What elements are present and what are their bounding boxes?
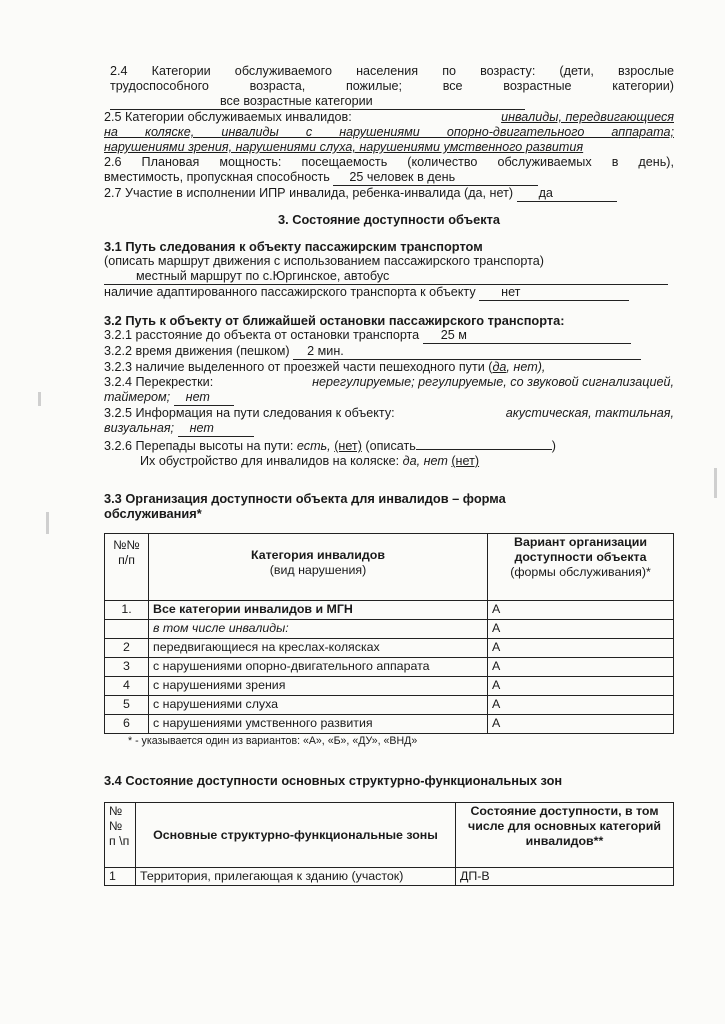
scan-mark [46,512,49,534]
s32-i2-value: 2 мин. [307,344,344,358]
s32-i4-opts: нерегулируемые; регулируемые, со звуковой сигнализацией, [312,375,674,389]
scan-mark [714,468,717,498]
s32-i7-opts: да, нет [402,454,448,468]
s33-title-line2: обслуживания* [104,506,202,521]
s32-i6-selected: (нет) [334,439,362,453]
s25-value-1: инвалиды, передвигающиеся [501,110,674,124]
scan-mark [38,392,41,406]
table-row: в том числе инвалиды: А [105,620,674,639]
s34-table [104,802,674,886]
section-3-2 [104,313,674,469]
s32-i6-label: 3.2.6 Перепады высоты на пути: [104,439,294,453]
s32-i6-close: ) [551,439,556,453]
section-3-title: 3. Состояние доступности объекта [277,212,500,227]
s32-i1-label: 3.2.1 расстояние до объекта от остановки транспорта [104,328,420,342]
s32-i5-label: 3.2.5 Информация на пути следования к объекту: [104,406,395,420]
s32-i3-label: 3.2.3 наличие выделенного от проезжей части пешеходного пути ( [104,360,493,374]
table-row: 6 с нарушениями умственного развития А [105,715,674,734]
s32-i3-rest: , нет), [506,360,546,374]
section-2-4 [104,64,674,110]
s27-label: 2.7 Участие в исполнении ИПР инвалида, ребенка-инвалида (да, нет) [104,186,514,200]
s33-footnote: * - указывается один из вариантов: «А», «Б», «ДУ», «ВНД» [128,735,418,747]
s27-value: да [538,186,553,200]
s33-table [104,533,674,734]
s32-title: 3.2 Путь к объекту от ближайшей остановки пассажирского транспорта: [104,313,565,328]
s31-adapted-label: наличие адаптированного пассажирского транспорта к объекту [104,285,476,299]
document-page [104,64,674,886]
s32-i5-opts: акустическая, тактильная, [505,406,674,420]
s32-i6-rest: (описать [365,439,416,453]
s24-value-line [110,94,525,110]
s25-value-2: на коляске, инвалиды с нарушениями опорно-двигательного аппарата; [104,125,674,139]
s34-head-state: Состояние доступности, в том числе для основных категорий инвалидов** [456,803,674,868]
table-row: 4 с нарушениями зрения А [105,677,674,696]
s26-line1: 2.6 Плановая мощность: посещаемость (количество обслуживаемых в день), [104,155,674,169]
s25-value-3: нарушениями зрения, нарушениями слуха, нарушениями умственного развития [104,140,584,154]
s33-head-var: Вариант организации доступности объекта (формы обслуживания)* [488,534,674,601]
s34-table-header [105,803,674,868]
s33-head-cat: Категория инвалидов (вид нарушения) [149,534,488,601]
s26-value-line [333,170,538,186]
s32-i7-label: Их обустройство для инвалидов на коляске: [140,454,400,468]
table-row: 1. Все категории инвалидов и МГН А [105,601,674,620]
s34-head-num: № № п \п [105,803,136,868]
s31-hint: (описать маршрут движения с использованием пассажирского транспорта) [104,254,544,268]
s32-i6-opt1: есть, [296,439,331,453]
section-2-5 [104,110,674,155]
s33-table-header [105,534,674,601]
section-2-6 [104,155,674,186]
s33-head-num: №№ п/п [105,534,149,601]
section-2-7 [104,186,674,202]
s24-value: все возрастные категории [220,94,373,108]
table-row: 3 с нарушениями опорно-двигательного аппарата А [105,658,674,677]
s32-i2-label: 3.2.2 время движения (пешком) [104,344,290,358]
s32-i4-label: 3.2.4 Перекрестки: [104,375,214,389]
s34-head-zone: Основные структурно-функциональные зоны [136,803,456,868]
s32-i4-value: нет [185,390,210,404]
s26-line2: вместимость, пропускная способность [104,170,330,184]
s34-title: 3.4 Состояние доступности основных структурно-функциональных зон [104,773,563,788]
s32-i6-blank [416,437,552,450]
section-3-1 [104,239,674,301]
s32-i5-value: нет [189,421,214,435]
section-3-3 [104,491,674,749]
table-row: 2 передвигающиеся на креслах-колясках А [105,639,674,658]
s24-line1: 2.4 Категории обслуживаемого населения по возрасту: (дети, взрослые [110,64,674,78]
s32-i3-yes: да [492,360,507,374]
s26-value: 25 человек в день [349,170,456,184]
s31-adapted-value: нет [501,285,521,299]
s24-line2: трудоспособного возраста, пожилые; все возрастные категории) [110,79,674,93]
s32-i7-selected: (нет) [451,454,480,468]
s32-i1-value: 25 м [440,328,467,342]
s31-title: 3.1 Путь следования к объекту пассажирским транспортом [104,239,483,254]
s32-i4-opts2: таймером; [104,390,171,404]
s25-label: 2.5 Категории обслуживаемых инвалидов: [104,110,352,124]
table-row: 5 с нарушениями слуха А [105,696,674,715]
s32-i5-opts2: визуальная; [104,421,175,435]
table-row: 1 Территория, прилегающая к зданию (участок) ДП-В [105,868,674,886]
section-3-4 [104,773,674,886]
s31-route: местный маршрут по с.Юргинское, автобус [136,269,390,283]
s33-title-line1: 3.3 Организация доступности объекта для инвалидов – форма [104,491,506,506]
